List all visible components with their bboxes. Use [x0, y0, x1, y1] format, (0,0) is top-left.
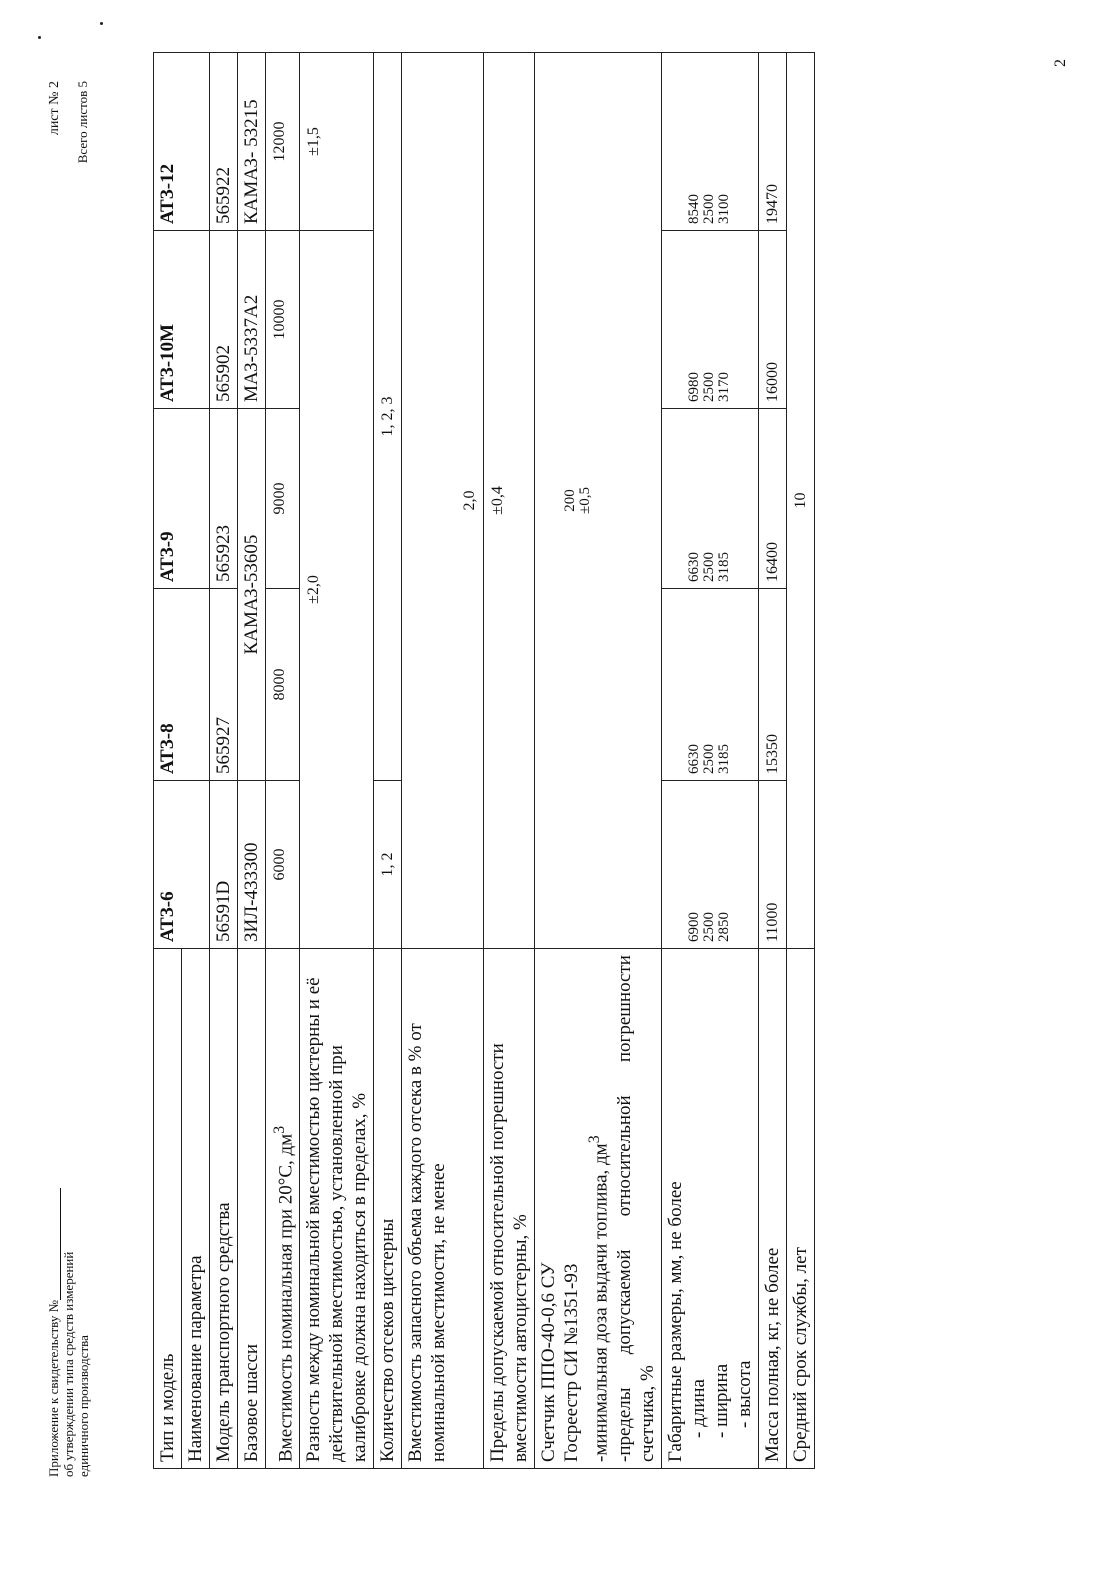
cell-value: 565902	[210, 231, 238, 409]
cell-value: 565922	[210, 53, 238, 231]
cell-value: 565923	[210, 409, 238, 589]
certificate-number-blank	[48, 1188, 61, 1300]
table-row-compartments	[374, 53, 402, 1469]
cell-value: 19470	[758, 53, 786, 231]
cell-value: ±2,0	[300, 231, 374, 949]
row-label: Вместимость запасного объема каждого отсека в % от номинальной вместимости, не менее	[402, 949, 484, 1469]
model-atz12: АТЗ-12	[154, 53, 210, 231]
table-row-service-life	[786, 53, 814, 1469]
counter-dose: 200	[562, 489, 579, 512]
cell-value	[535, 53, 661, 949]
table-row-capacity	[266, 53, 300, 1469]
table-row-dimensions	[661, 53, 758, 1469]
param-label: Наименование параметра	[182, 949, 210, 1469]
cell-value: 12000	[266, 53, 300, 231]
table-row-difference	[300, 53, 374, 1469]
cell-value: 6630 2500 3185	[661, 409, 758, 589]
cell-value: 2,0	[402, 53, 484, 949]
unit-superscript: 3	[271, 1125, 288, 1134]
counter-line: Госреестр СИ №1351-93	[561, 1263, 583, 1462]
cell-value: 10	[786, 53, 814, 949]
cell-value: 6900 2500 2850	[661, 781, 758, 949]
attachment-header	[46, 1188, 91, 1477]
cell-value: 6630 2500 3185	[661, 589, 758, 781]
cell-value: ±1,5	[300, 53, 374, 231]
cell-value: МАЗ-5337А2	[238, 231, 266, 409]
cell-value: 565927	[210, 589, 238, 781]
row-label: Пределы допускаемой относительной погрешности вместимости автоцистерны, %	[484, 949, 535, 1469]
model-atz8: АТЗ-8	[154, 589, 210, 781]
cell-value: 8000	[266, 589, 300, 781]
cell-value: 1, 2, 3	[374, 53, 402, 781]
specification-table	[153, 52, 815, 1469]
cell-value: КАМАЗ- 53215	[238, 53, 266, 231]
page-number: 2	[1052, 59, 1069, 67]
sheets-total: Всего листов 5	[75, 81, 90, 164]
scan-speck	[100, 22, 103, 25]
counter-line: -пределы допускаемой относительной погрешности	[613, 955, 635, 1462]
table-row-chassis	[238, 53, 266, 1469]
cell-value: 11000	[758, 781, 786, 949]
dimension-height: - высота	[733, 1360, 755, 1428]
row-label: Базовое шасси	[238, 949, 266, 1469]
cell-value: ЗИЛ-433300	[238, 781, 266, 949]
cell-value: 8540 2500 3100	[661, 53, 758, 231]
model-atz9: АТЗ-9	[154, 409, 210, 589]
sheet-info	[46, 81, 92, 181]
cell-value: ±0,4	[484, 53, 535, 949]
dimension-width: - ширина	[710, 1363, 732, 1438]
row-label: Разность между номинальной вместимостью цистерны и её действительной вместимостью, установленной при калибровке должна находиться в пределах, %	[300, 949, 374, 1469]
counter-line: -минимальная доза выдачи топлива, $дм^3$	[586, 1135, 612, 1462]
cell-value: 6980 2500 3170	[661, 231, 758, 409]
unit-superscript: 3	[586, 1135, 604, 1144]
dimension-length: - длина	[687, 1379, 709, 1438]
cell-value: 10000	[266, 231, 300, 409]
row-label	[661, 949, 758, 1469]
cell-value: КАМАЗ-53605	[238, 409, 266, 781]
table-row-mass	[758, 53, 786, 1469]
table-row-counter	[535, 53, 661, 1469]
type-label: Тип и модель	[154, 949, 182, 1469]
model-atz10m: АТЗ-10М	[154, 231, 210, 409]
counter-line: счетчика, %	[636, 1365, 658, 1462]
cell-value: 16000	[758, 231, 786, 409]
cell-value: 6000	[266, 781, 300, 949]
dimensions-label: Габаритные размеры, мм, не более	[664, 1181, 686, 1462]
table-row-limits	[484, 53, 535, 1469]
row-label: Количество отсеков цистерны	[374, 949, 402, 1469]
cell-value: 16400	[758, 409, 786, 589]
scan-speck	[38, 36, 41, 39]
row-label: Модель транспортного средства	[210, 949, 238, 1469]
row-label: Масса полная, кг, не более	[758, 949, 786, 1469]
table-row-model	[154, 53, 182, 1469]
sheet-number: лист № 2	[47, 81, 62, 136]
cell-value: 56591D	[210, 781, 238, 949]
row-label: Вместимость номинальная при 20°С, $дм^3$	[266, 949, 300, 1469]
header-line-3: единичного производства	[76, 1335, 91, 1477]
row-label: Средний срок службы, лет	[786, 949, 814, 1469]
row-label	[535, 949, 661, 1469]
counter-error: ±0,5	[577, 487, 594, 514]
table-row-vehicle-model	[210, 53, 238, 1469]
header-line-1: Приложение к свидетельству №	[46, 1299, 61, 1477]
table-row-reserve	[402, 53, 484, 1469]
cell-value: 15350	[758, 589, 786, 781]
cell-value: 1, 2	[374, 781, 402, 949]
header-line-2: об утверждении типа средств измерений	[61, 1251, 76, 1477]
cell-value: 9000	[266, 409, 300, 589]
counter-line: Счетчик ППО-40-0,6 СУ	[538, 1262, 560, 1462]
model-atz6: АТЗ-6	[154, 781, 210, 949]
